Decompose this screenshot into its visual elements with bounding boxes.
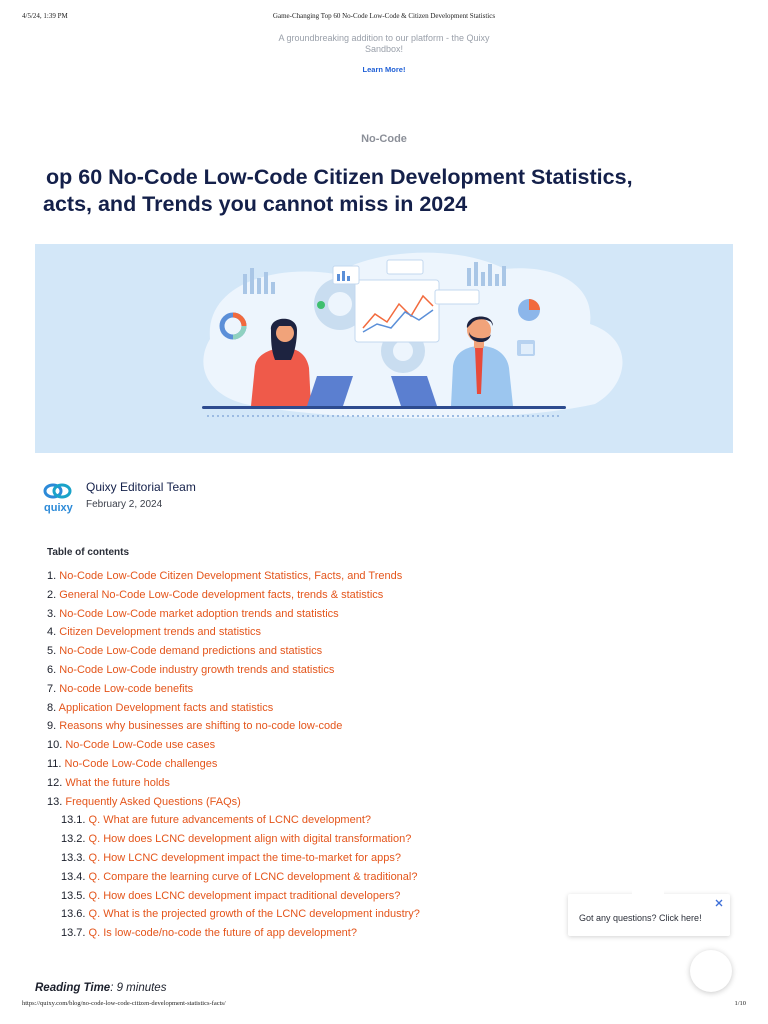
toc-item[interactable] [47, 626, 547, 645]
toc-number: 3. [47, 607, 57, 620]
author-name[interactable]: Quixy Editorial Team [86, 480, 196, 494]
toc-subitem[interactable] [47, 927, 547, 946]
toc-link[interactable]: Citizen Development trends and statistics [59, 626, 262, 639]
chat-bubble[interactable] [568, 894, 730, 936]
toc-number: 13.4. [61, 870, 86, 883]
print-url: https://quixy.com/blog/no-code-low-code-citizen-development-statistics-facts/ [22, 1000, 226, 1007]
dashboard-card-icon [355, 280, 439, 342]
toc-number: 13.5. [61, 889, 86, 902]
toc-link[interactable]: Q. Compare the learning curve of LCNC development & traditional? [88, 870, 418, 883]
toc-subitem[interactable] [47, 871, 547, 890]
print-footer [22, 1000, 746, 1012]
toc-number: 9. [47, 720, 57, 733]
page-number: 1/10 [734, 1000, 746, 1007]
toc-item[interactable] [47, 758, 547, 777]
reading-time-label: Reading Time [35, 982, 111, 994]
toc-subitem[interactable] [47, 814, 547, 833]
toc-item[interactable] [47, 702, 547, 721]
toc-number: 13.3. [61, 851, 86, 864]
table-of-contents [47, 570, 547, 946]
toc-subitem[interactable] [47, 852, 547, 871]
toc-link[interactable]: No-Code Low-Code use cases [65, 739, 216, 752]
category-label[interactable]: No-Code [361, 133, 407, 145]
toc-link[interactable]: Frequently Asked Questions (FAQs) [65, 795, 241, 808]
toc-number: 8. [47, 701, 57, 714]
toc-number: 13.2. [61, 833, 86, 846]
print-title: Game-Changing Top 60 No-Code Low-Code & Citizen Development Statistics [272, 12, 496, 20]
toc-link[interactable]: No-Code Low-Code demand predictions and statistics [59, 645, 323, 658]
learn-more-link[interactable]: Learn More! [362, 65, 406, 74]
quixy-logo-text: quixy [44, 502, 73, 514]
chat-message[interactable]: Got any questions? Click here! [579, 913, 702, 923]
toc-subitem[interactable] [47, 833, 547, 852]
toc-item[interactable] [47, 645, 547, 664]
print-header [22, 12, 746, 24]
toc-link[interactable]: Q. What are future advancements of LCNC development? [88, 814, 372, 827]
pie-chart-icon [518, 299, 540, 321]
reading-time-value: : 9 minutes [110, 982, 167, 994]
toc-link[interactable]: No-Code Low-Code challenges [64, 757, 218, 770]
toc-number: 1. [47, 570, 57, 582]
toc-link[interactable]: What the future holds [65, 776, 170, 789]
promo-banner [0, 33, 768, 77]
toc-subitem[interactable] [47, 908, 547, 927]
toc-number: 13.6. [61, 908, 86, 921]
toc-item[interactable] [47, 777, 547, 796]
toc-link[interactable]: Q. How LCNC development impact the time-to-market for apps? [88, 851, 401, 864]
reading-time [35, 982, 166, 994]
toc-number: 6. [47, 663, 57, 676]
toc-link[interactable]: No-code Low-code benefits [59, 682, 194, 695]
toc-link[interactable]: Q. How does LCNC development align with digital transformation? [88, 833, 412, 846]
toc-link[interactable]: Application Development facts and statistics [58, 701, 274, 714]
toc-link[interactable]: No-Code Low-Code market adoption trends and statistics [59, 607, 339, 620]
toc-item[interactable] [47, 608, 547, 627]
toc-link[interactable]: General No-Code Low-Code development facts, trends & statistics [59, 588, 384, 601]
toc-number: 10. [47, 739, 63, 752]
toc-number: 11. [47, 757, 62, 770]
chat-launcher-button[interactable] [690, 950, 732, 992]
toc-item[interactable] [47, 570, 547, 589]
toc-number: 2. [47, 588, 57, 601]
toc-item[interactable] [47, 796, 547, 815]
toc-number: 5. [47, 645, 57, 658]
close-icon[interactable] [713, 897, 725, 909]
toc-item[interactable] [47, 720, 547, 739]
promo-text: A groundbreaking addition to our platform - the Quixy Sandbox! [278, 33, 490, 54]
desk [202, 406, 566, 409]
toc-item[interactable] [47, 589, 547, 608]
toc-link[interactable]: Q. Is low-code/no-code the future of app development? [88, 927, 357, 940]
toc-item[interactable] [47, 739, 547, 758]
chat-bubble-notch [632, 888, 664, 896]
toc-item[interactable] [47, 683, 547, 702]
hero-illustration [35, 244, 733, 453]
toc-item[interactable] [47, 664, 547, 683]
page-title-line-1: op 60 No-Code Low-Code Citizen Development Statistics, [46, 165, 633, 189]
publish-date: February 2, 2024 [86, 499, 163, 510]
toc-number: 4. [47, 626, 57, 639]
toc-number: 12. [47, 776, 63, 789]
quixy-logo [42, 480, 78, 514]
toc-number: 13. [47, 795, 63, 808]
toc-number: 13.1. [61, 814, 86, 827]
toc-link[interactable]: No-Code Low-Code industry growth trends and statistics [59, 663, 335, 676]
page-title-line-2: acts, and Trends you cannot miss in 2024 [43, 192, 468, 216]
print-date: 4/5/24, 1:39 PM [22, 12, 68, 20]
hero-illustration-svg [35, 244, 733, 453]
toc-link[interactable]: Q. How does LCNC development impact traditional developers? [88, 889, 401, 902]
toc-number: 13.7. [61, 927, 86, 940]
toc-link[interactable]: No-Code Low-Code Citizen Development Statistics, Facts, and Trends [59, 570, 403, 582]
toc-number: 7. [47, 682, 57, 695]
check-icon [317, 301, 325, 309]
toc-link[interactable]: Q. What is the projected growth of the LCNC development industry? [88, 908, 420, 921]
author-block [42, 478, 342, 518]
toc-title: Table of contents [47, 547, 130, 558]
toc-subitem[interactable] [47, 890, 547, 909]
toc-link[interactable]: Reasons why businesses are shifting to no-code low-code [59, 720, 343, 733]
